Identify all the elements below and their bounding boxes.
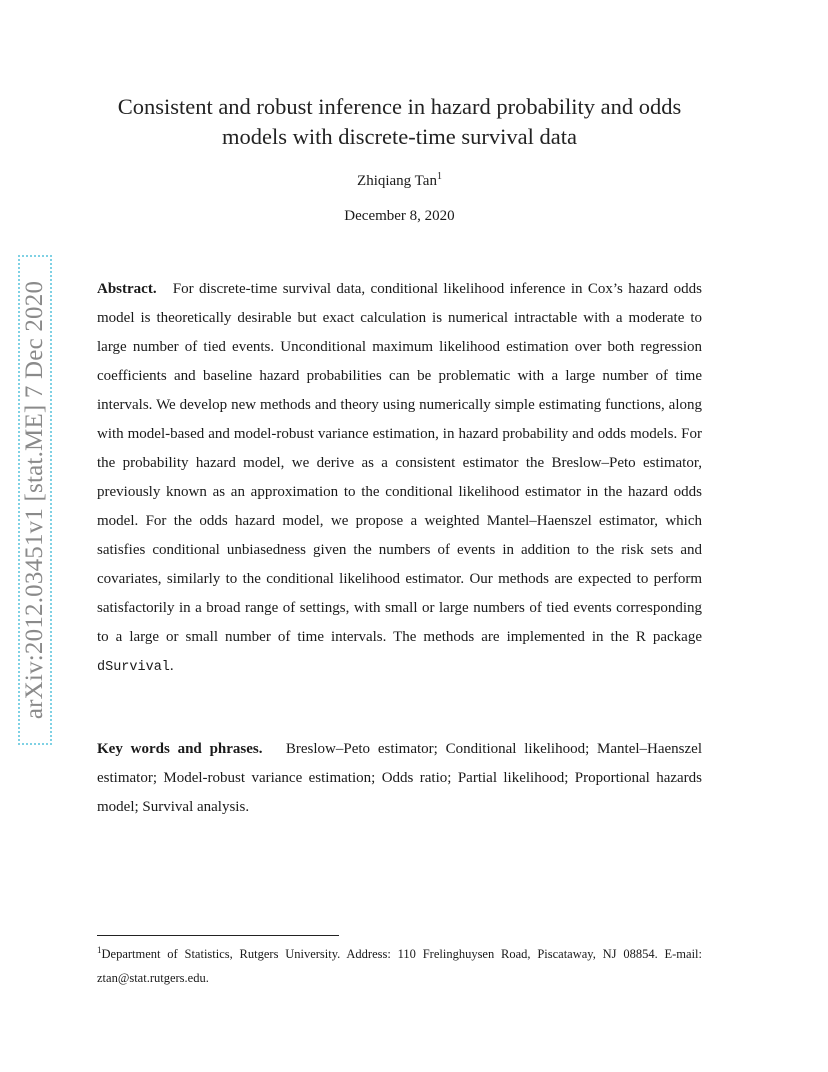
author-name: Zhiqiang Tan (357, 173, 437, 189)
footnote-rule (97, 935, 339, 936)
abstract-end: . (169, 658, 174, 674)
keywords-body: Breslow–Peto estimator; Conditional likelihood; Mantel–Haenszel estimator; Model-robust variance estimation; Odds ratio; Partial likelihood; Proportional hazards model; Survival analysis. (97, 741, 703, 815)
abstract-body: For discrete-time survival data, conditional likelihood inference in Cox’s hazard odds model is theoretically desirable but exact calculation is numerical intractable with a moderate to large number of tied events. Unconditional maximum likelihood estimation over both regression coefficients and baseline hazard probabilities can be problematic with a large number of time intervals. We develop new methods and theory using numerically simple estimating functions, along with model-based and model-robust variance estimation, in hazard probability and odds models. For the probability hazard model, we derive as a consistent estimator the Breslow–Peto estimator, previously known as an approximation to the conditional likelihood estimator in the hazard odds model. For the odds hazard model, we propose a weighted Mantel–Haenszel estimator, which satisfies conditional unbiasedness given the numbers of events in addition to the risk sets and covariates, similarly to the conditional likelihood estimator. Our methods are expected to perform satisfactorily in a broad range of settings, with small or large numbers of tied events corresponding to a large or small number of time intervals. The methods are implemented in the R package (97, 281, 702, 645)
arxiv-stamp-text: arXiv:2012.03451v1 [stat.ME] 7 Dec 2020 (21, 280, 48, 720)
footnote-text: Department of Statistics, Rutgers University. Address: 110 Frelinghuysen Road, Piscataway, NJ 08854. E-mail: ztan@stat.rutgers.edu. (97, 947, 702, 986)
keywords (97, 735, 702, 822)
footnote-mark: 1 (97, 945, 102, 955)
abstract (97, 275, 702, 682)
paper-title: Consistent and robust inference in hazard probability and odds models with discrete-time survival data (117, 94, 682, 149)
arxiv-stamp (18, 255, 52, 745)
abstract-heading: Abstract. (97, 281, 157, 297)
keywords-heading: Key words and phrases. (97, 741, 263, 757)
package-name: dSurvival (97, 660, 170, 675)
footnote (97, 938, 702, 990)
author-line (97, 171, 702, 190)
paper-date: December 8, 2020 (344, 208, 455, 224)
author-footnote-mark: 1 (436, 171, 442, 182)
